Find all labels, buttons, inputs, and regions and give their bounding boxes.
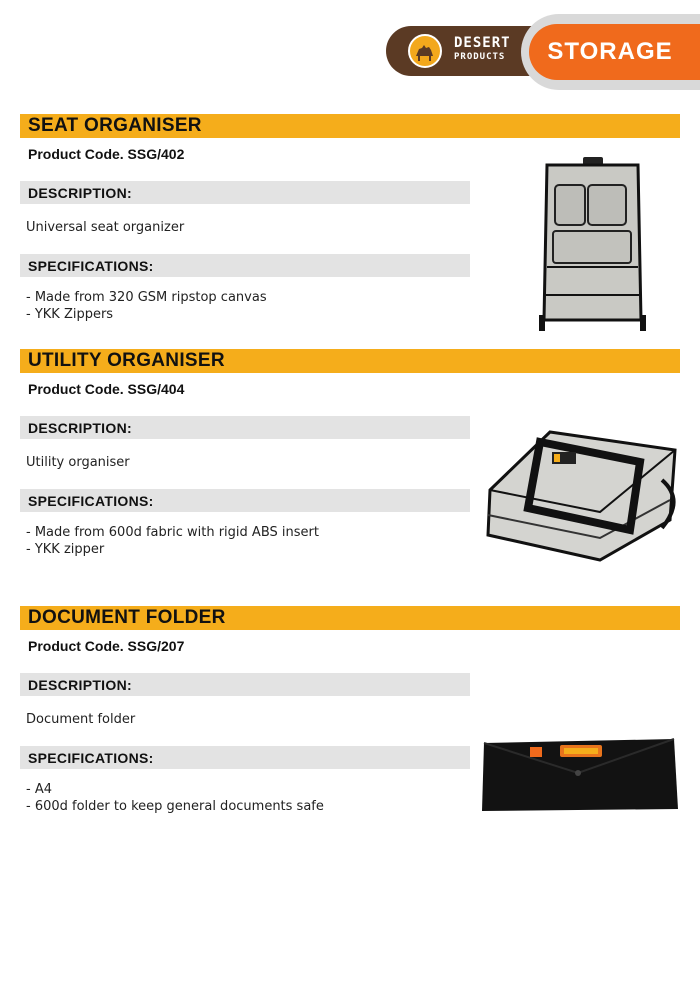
product-code: Product Code. SSG/404 [28, 381, 185, 397]
utility-organiser-image [480, 420, 680, 565]
product-title: SEAT ORGANISER [28, 115, 202, 136]
product-title-bar [20, 114, 680, 138]
specifications-label: SPECIFICATIONS: [28, 492, 154, 509]
spec-item: - 600d folder to keep general documents safe [26, 799, 324, 814]
product-title-bar [20, 349, 680, 373]
specifications-label-bar [20, 746, 470, 769]
header-badge [386, 14, 700, 78]
description-label: DESCRIPTION: [28, 419, 132, 436]
specifications-label-bar [20, 254, 470, 277]
category-label: STORAGE [547, 38, 673, 65]
description-label: DESCRIPTION: [28, 184, 132, 201]
product-description: Universal seat organizer [26, 220, 185, 235]
product-title-bar [20, 606, 680, 630]
category-badge [529, 24, 700, 80]
description-label-bar [20, 416, 470, 439]
camel-logo-icon [408, 34, 442, 68]
document-folder-image [478, 735, 680, 815]
product-description: Document folder [26, 712, 136, 727]
specifications-list [26, 524, 319, 558]
description-label: DESCRIPTION: [28, 676, 132, 693]
specifications-label: SPECIFICATIONS: [28, 749, 154, 766]
specifications-list [26, 289, 267, 323]
specifications-list [26, 781, 324, 815]
brand-name [454, 36, 511, 62]
specifications-label-bar [20, 489, 470, 512]
specifications-label: SPECIFICATIONS: [28, 257, 154, 274]
product-code: Product Code. SSG/207 [28, 638, 185, 654]
spec-item: - Made from 320 GSM ripstop canvas [26, 290, 267, 305]
spec-item: - YKK Zippers [26, 307, 114, 322]
product-title: UTILITY ORGANISER [28, 350, 225, 371]
spec-item: - Made from 600d fabric with rigid ABS insert [26, 525, 319, 540]
spec-item: - YKK zipper [26, 542, 105, 557]
seat-organiser-image [525, 155, 660, 340]
brand-line-1: DESERT [454, 35, 511, 51]
product-title: DOCUMENT FOLDER [28, 607, 226, 628]
product-code: Product Code. SSG/402 [28, 146, 185, 162]
description-label-bar [20, 181, 470, 204]
description-label-bar [20, 673, 470, 696]
product-description: Utility organiser [26, 455, 130, 470]
brand-line-2: PRODUCTS [454, 52, 506, 62]
camel-icon [410, 36, 440, 66]
spec-item: - A4 [26, 782, 52, 797]
